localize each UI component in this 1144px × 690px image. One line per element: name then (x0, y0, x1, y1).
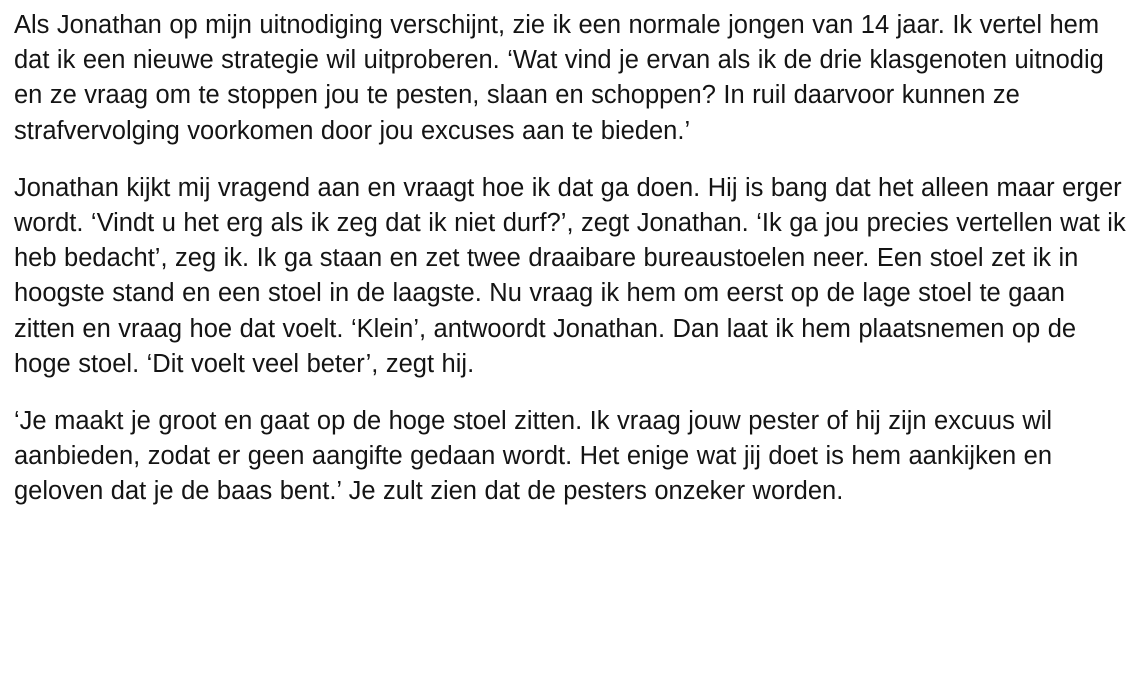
paragraph-2: Jonathan kijkt mij vragend aan en vraagt hoe ik dat ga doen. Hij is bang dat het alleen maar erger wordt. ‘Vindt u het erg als ik zeg dat ik niet durf?’, zegt Jonathan. ‘Ik ga jou precies vertellen wat ik heb bedacht’, zeg ik. Ik ga staan en zet twee draaibare bureaustoelen neer. Een stoel zet ik in hoogste stand en een stoel in de laagste. Nu vraag ik hem om eerst op de lage stoel te gaan zitten en vraag hoe dat voelt. ‘Klein’, antwoordt Jonathan. Dan laat ik hem plaatsnemen op de hoge stoel. ‘Dit voelt veel beter’, zegt hij. (14, 173, 1126, 378)
paragraph-3: ‘Je maakt je groot en gaat op de hoge stoel zitten. Ik vraag jouw pester of hij zijn excuus wil aanbieden, zodat er geen aangifte gedaan wordt. Het enige wat jij doet is hem aankijken en geloven dat je de baas bent.’ Je zult zien dat de pesters onzeker worden. (14, 406, 1053, 506)
paragraph-1: Als Jonathan op mijn uitnodiging verschijnt, zie ik een normale jongen van 14 jaar. Ik vertel hem dat ik een nieuwe strategie wil uitproberen. ‘Wat vind je ervan als ik de drie klasgenoten uitnodig en ze vraag om te stoppen jou te pesten, slaan en schoppen? In ruil daarvoor kunnen ze strafvervolging voorkomen door jou excuses aan te bieden.’ (14, 11, 1104, 145)
